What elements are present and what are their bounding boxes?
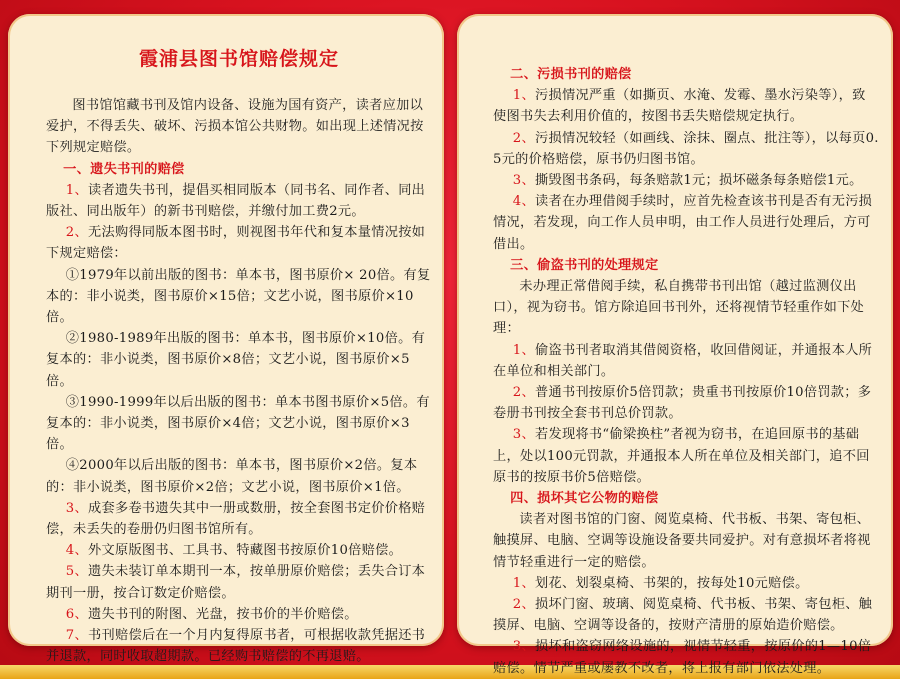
rule-item: [46, 328, 432, 392]
rule-item: [493, 85, 879, 127]
rule-item: [46, 604, 432, 625]
section4-heading: 四、损坏其它公物的赔偿: [510, 491, 659, 507]
rule-item: [46, 625, 432, 667]
rule-item: [493, 424, 879, 488]
section3-items: [493, 340, 879, 488]
rule-item-number: 4、: [65, 543, 88, 559]
rule-item-text: ①1979年以前出版的图书：单本书，图书原价× 20倍。有复本的：非小说类，图书原价×15倍；文艺小说，图书原价×10倍。: [46, 267, 431, 326]
rule-item-text: ②1980-1989年出版的图书：单本书，图书原价×10倍。有复本的：非小说类，图书原价×8倍；文艺小说，图书原价×5倍。: [46, 331, 426, 389]
rule-item-number: 3、: [512, 639, 535, 655]
rule-item: [493, 191, 879, 255]
rule-item-text: 读者在办理借阅手续时，应首先检查该书刊是否有无污损情况，若发现，向工作人员申明，由工作人员进行处理后，方可借出。: [493, 194, 873, 252]
rule-item-number: 1、: [512, 575, 535, 591]
rule-item-text: 划花、划裂桌椅、书架的，按每处10元赔偿。: [534, 575, 809, 591]
rule-item-number: 1、: [65, 182, 88, 198]
rule-item-text: 若发现将书“偷梁换柱”者视为窃书，在追回原书的基础上，处以100元罚款，并通报本人所在单位及相关部门，追不回原书的按原书价5倍赔偿。: [493, 427, 870, 485]
rule-item: [493, 636, 879, 678]
left-panel: [8, 14, 444, 665]
right-panel: [457, 14, 893, 676]
rule-item-text: 损坏门窗、玻璃、阅览桌椅、代书板、书架、寄包柜、触摸屏、电脑、空调等设备的，按财产清册的原始造价赔偿。: [493, 597, 873, 634]
rule-item-number: 3、: [65, 500, 88, 516]
rule-item-text: 撕毁图书条码，每条赔款1元；损坏磁条每条赔偿1元。: [534, 173, 863, 189]
rule-item-text: 遗失未装订单本期刊一本，按单册原价赔偿；丢失合订本期刊一册，按合订数定价赔偿。: [46, 564, 426, 601]
rule-item: [46, 180, 432, 222]
rule-item-text: 无法购得同版本图书时，则视图书年代和复本量情况按如下规定赔偿：: [46, 225, 426, 262]
rule-item-number: 2、: [65, 225, 88, 241]
section2-heading: 二、污损书刊的赔偿: [510, 67, 632, 82]
rule-item-number: 2、: [512, 130, 535, 146]
rule-item-text: 读者遗失书刊，提倡买相同版本（同书名、同作者、同出版社、同出版年）的新书刊赔偿，并缴付加工费2元。: [46, 182, 426, 220]
rule-item-text: ④2000年以后出版的图书：单本书，图书原价×2倍。复本的：非小说类，图书原价×2倍；文艺小说，图书原价×1倍。: [46, 458, 418, 495]
rule-item: [46, 498, 432, 540]
rule-item: [493, 340, 879, 382]
section4-items: [493, 573, 879, 679]
rule-item-number: 5、: [65, 564, 88, 580]
rule-item: [493, 382, 879, 424]
rule-item: [493, 573, 879, 594]
rule-item: [46, 540, 432, 561]
rule-item-text: 成套多卷书遗失其中一册或数册，按全套图书定价价格赔偿，未丢失的卷册仍归图书馆所有。: [46, 500, 426, 538]
rule-item-number: 2、: [512, 597, 535, 613]
rule-item: [46, 265, 432, 329]
rule-item-number: 4、: [512, 194, 535, 210]
rule-item-text: ③1990-1999年以后出版的图书：单本书图书原价×5倍。有复本的：非小说类，图书原价×4倍；文艺小说，图书原价×3倍。: [46, 394, 430, 453]
rule-item: [493, 128, 879, 170]
section4-intro: 读者对图书馆的门窗、阅览桌椅、代书板、书架、寄包柜、触摸屏、电脑、空调等设施设备要共同爱护。对有意损坏者将视情节轻重进行一定的赔偿。: [493, 512, 871, 570]
section3-intro: 未办理正常借阅手续，私自携带书刊出馆（越过监测仪出口），视为窃书。馆方除追回书刊外，还将视情节轻重作如下处理：: [493, 279, 865, 337]
intro-paragraph: 图书馆馆藏书刊及馆内设备、设施为国有资产，读者应加以爱护，不得丢失、破坏、污损本馆公共财物。如出现上述情况按下列规定赔偿。: [46, 98, 424, 156]
rule-item-number: 1、: [512, 88, 535, 104]
page-title: 霞浦县图书馆赔偿规定: [138, 48, 339, 70]
rule-item: [46, 392, 432, 456]
rule-item-text: 偷盗书刊者取消其借阅资格，收回借阅证，并通报本人所在单位和相关部门。: [493, 342, 873, 379]
section1-items: [46, 180, 432, 668]
rule-item-number: 2、: [512, 385, 535, 401]
rule-item: [46, 561, 432, 603]
rule-item: [46, 455, 432, 497]
rule-item-text: 污损情况严重（如撕页、水淹、发霉、墨水污染等），致使图书失去利用价值的，按图书丢失赔偿规定执行。: [493, 88, 866, 125]
rule-item-number: 7、: [65, 628, 88, 644]
rule-item-text: 损坏和盗窃网络设施的，视情节轻重，按原价的1—10倍赔偿。情节严重或屡教不改者，将上报有部门依法处理。: [493, 639, 872, 676]
section2-items: [493, 85, 879, 255]
rule-item-text: 遗失书刊的附图、光盘，按书价的半价赔偿。: [87, 606, 358, 622]
rule-item-number: 6、: [65, 606, 88, 622]
rule-item: [46, 222, 432, 264]
rule-item-text: 外文原版图书、工具书、特藏图书按原价10倍赔偿。: [87, 543, 403, 559]
rule-item-text: 书刊赔偿后在一个月内复得原书者，可根据收款凭据还书并退款，同时收取超期款。已经购书赔偿的不再退赔。: [46, 628, 426, 665]
section1-heading: 一、遗失书刊的赔偿: [63, 161, 185, 177]
rule-item: [493, 594, 879, 636]
section3-heading: 三、偷盗书刊的处理规定: [510, 257, 659, 273]
rule-item-number: 3、: [512, 427, 535, 443]
rule-item-number: 1、: [512, 342, 535, 358]
rule-item-number: 3、: [512, 173, 535, 189]
rule-item-text: 普通书刊按原价5倍罚款；贵重书刊按原价10倍罚款；多卷册书刊按全套书刊总价罚款。: [493, 385, 872, 422]
rule-item: [493, 170, 879, 191]
rule-item-text: 污损情况较轻（如画线、涂抹、圈点、批注等），以每页0.5元的价格赔偿，原书仍归图书馆。: [493, 130, 879, 167]
